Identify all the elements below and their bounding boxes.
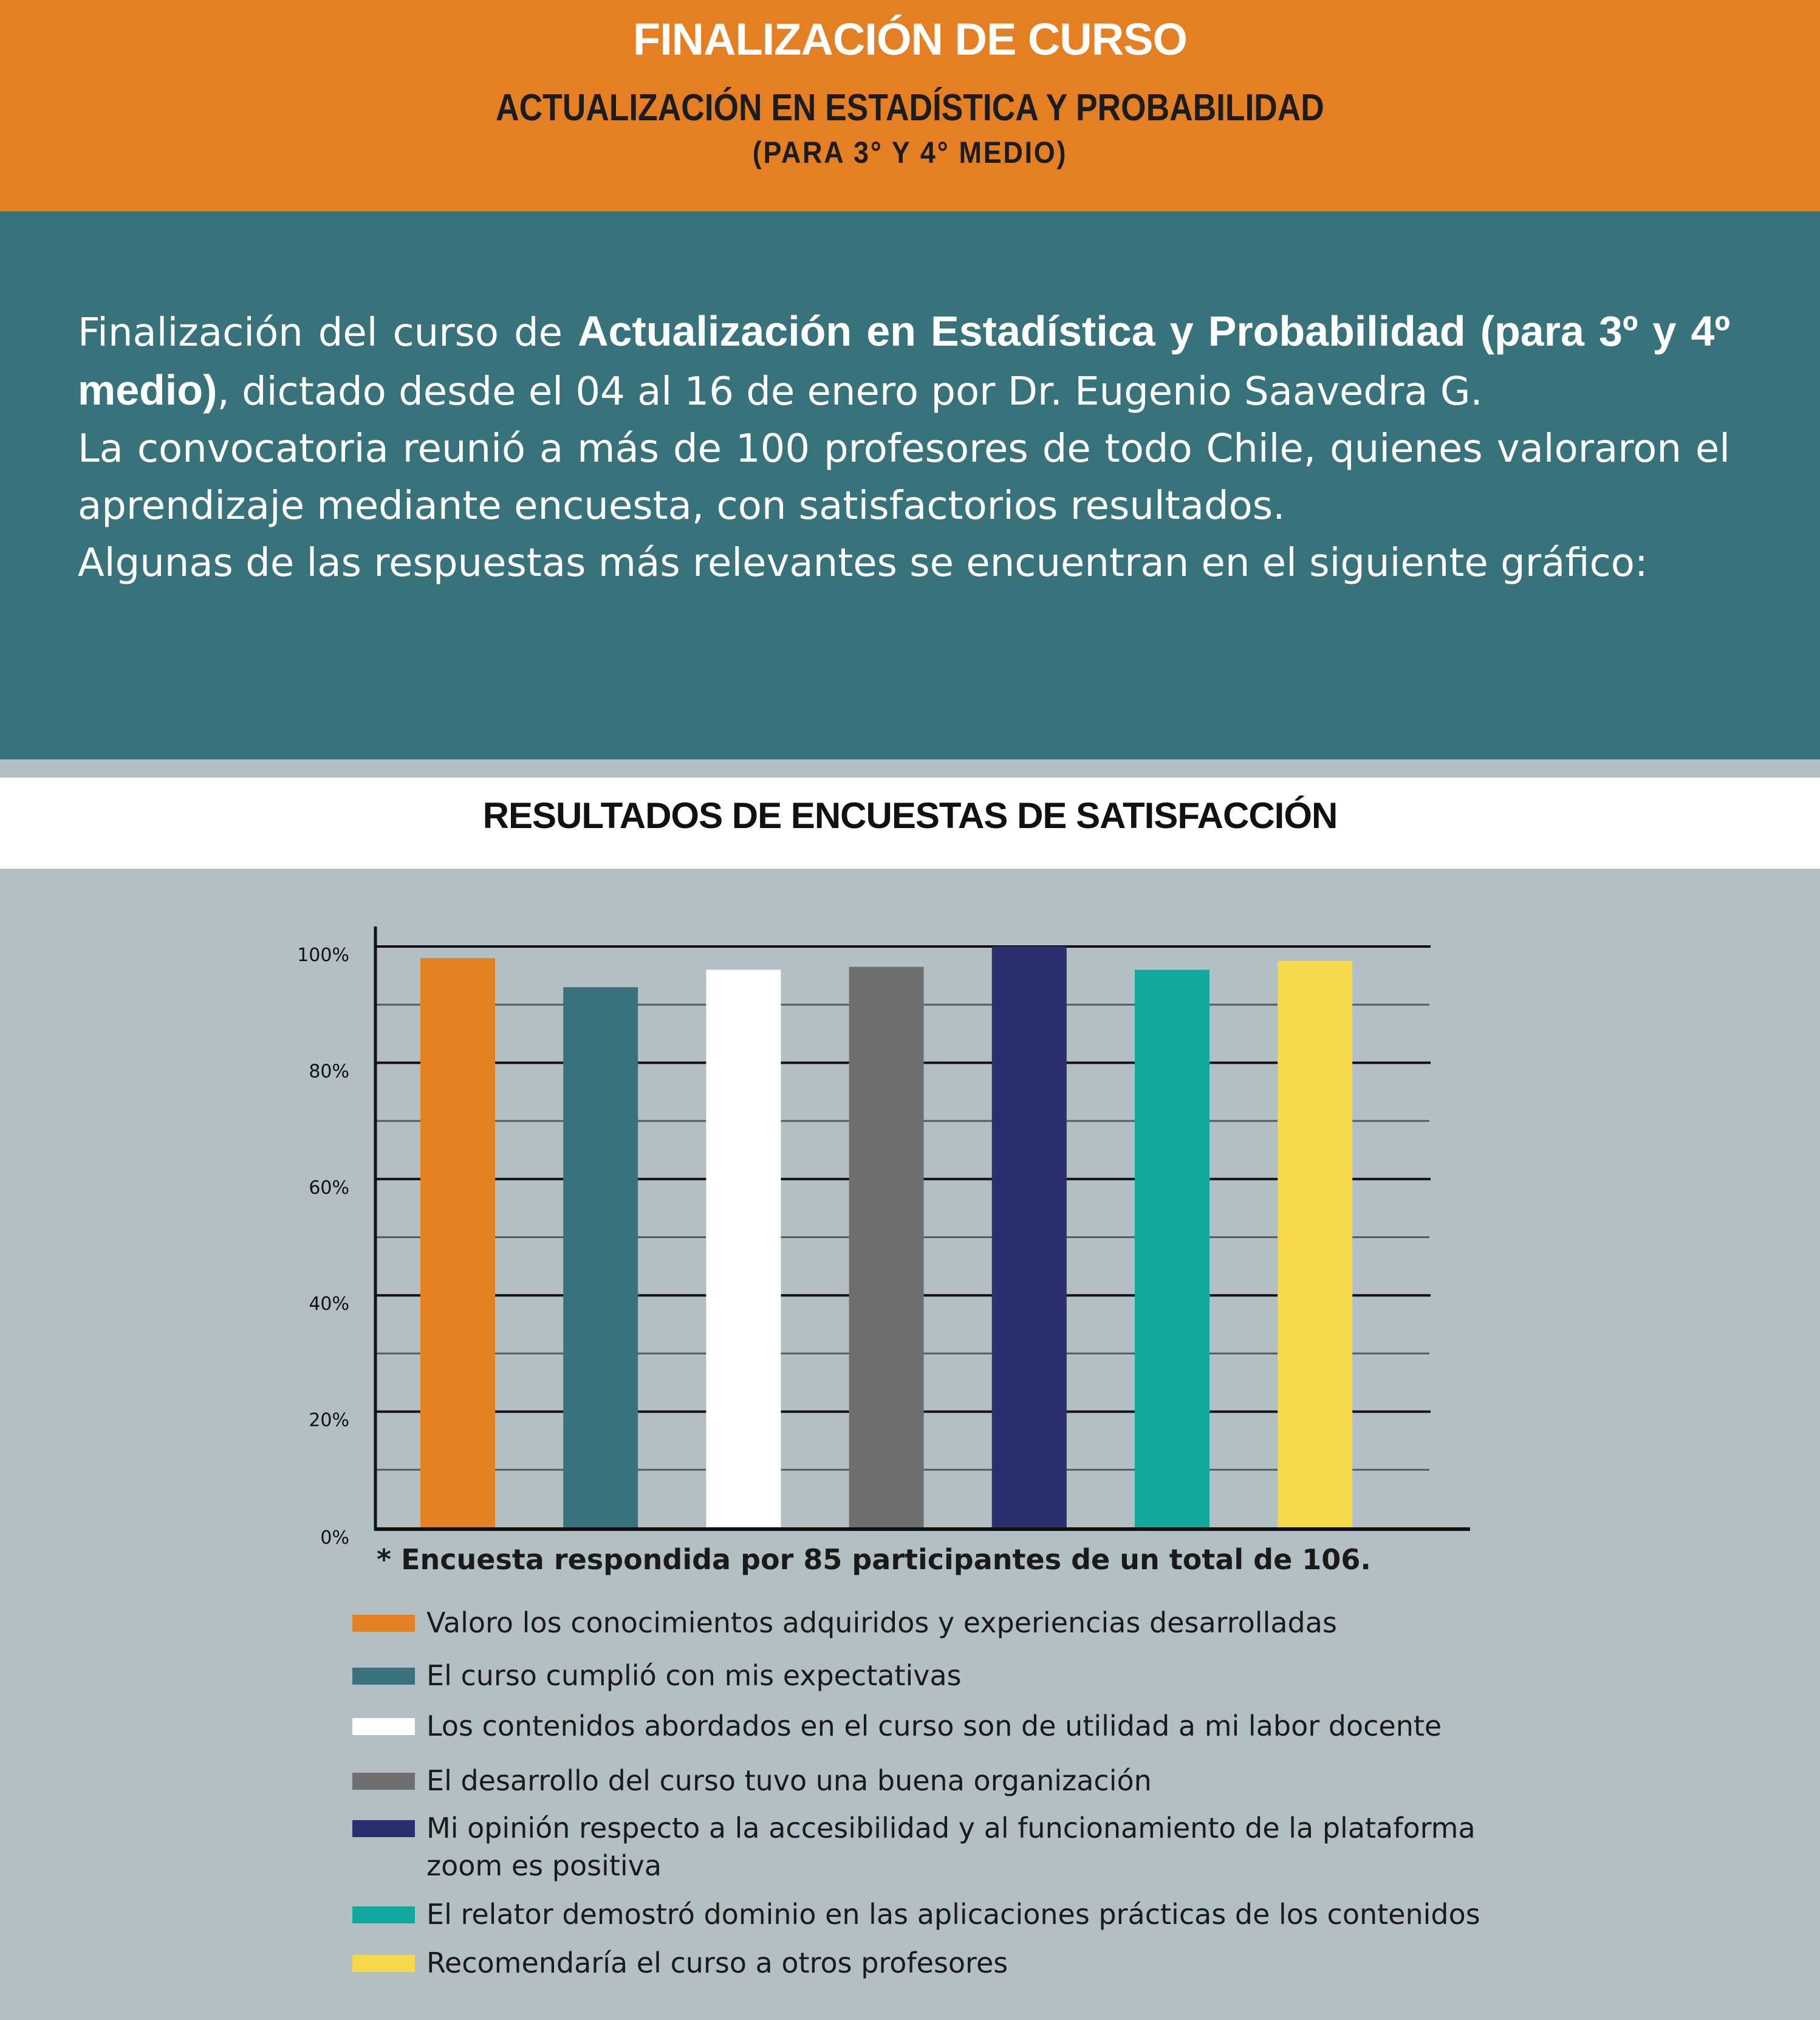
bar [420, 958, 495, 1528]
legend-label: Valoro los conocimientos adquiridos y experiencias desarrolladas [426, 1606, 1337, 1639]
legend-label: El relator demostró dominio en las aplicaciones prácticas de los contenidos [426, 1898, 1480, 1931]
legend-swatch [352, 1615, 415, 1632]
intro-panel [0, 211, 1820, 759]
legend-swatch [352, 1773, 415, 1790]
legend-label: Mi opinión respecto a la accesibilidad y al funcionamiento de la plataforma zoom es positiva [426, 1812, 1476, 1882]
header-banner [0, 0, 1820, 211]
course-name: Actualización en Estadística y Probabilidad (para 3º y 4º medio) [78, 307, 1731, 414]
y-tick-label: 100% [297, 945, 349, 966]
legend-swatch [352, 1955, 415, 1972]
legend-swatch [352, 1718, 415, 1735]
intro-text-a: Finalización del curso de [78, 310, 578, 355]
y-tick-label: 0% [320, 1527, 349, 1549]
chart-panel [0, 869, 1820, 2020]
intro-text-b: , dictado desde el 04 al 16 de enero por Dr. Eugenio Saavedra G. [217, 369, 1483, 414]
y-tick-label: 40% [309, 1293, 349, 1315]
survey-note: * Encuesta respondida por 85 participantes de un total de 106. [377, 1543, 1371, 1576]
y-tick-label: 60% [309, 1177, 349, 1199]
legend-label: El desarrollo del curso tuvo una buena organización [426, 1764, 1152, 1797]
bar [1278, 961, 1352, 1528]
legend-label: El curso cumplió con mis expectativas [426, 1659, 962, 1692]
intro-paragraph-3: Algunas de las respuestas más relevantes se encuentran en el siguiente gráfico: [78, 541, 1648, 586]
divider-strip [0, 759, 1820, 778]
legend-label: Recomendaría el curso a otros profesores [426, 1946, 1008, 1979]
bar [992, 947, 1067, 1528]
bar [1135, 970, 1209, 1528]
course-level: (PARA 3° Y 4° MEDIO) [752, 135, 1068, 169]
intro-paragraph-2: La convocatoria reunió a más de 100 profesores de todo Chile, quienes valoraron el aprendizaje mediante encuesta, con satisfactorios resultados. [78, 426, 1730, 529]
legend-swatch [352, 1820, 415, 1837]
bar [706, 970, 781, 1528]
legend-swatch [352, 1906, 415, 1923]
bar [849, 967, 924, 1528]
y-tick-label: 80% [309, 1061, 349, 1083]
intro-paragraph-1 [78, 303, 1730, 420]
page-title: FINALIZACIÓN DE CURSO [632, 14, 1188, 64]
intro-text [78, 303, 1730, 592]
bar [563, 987, 638, 1528]
y-tick-label: 20% [309, 1409, 349, 1431]
legend-swatch [352, 1668, 415, 1685]
legend-label: Los contenidos abordados en el curso son de utilidad a mi labor docente [426, 1710, 1442, 1742]
chart-title: RESULTADOS DE ENCUESTAS DE SATISFACCIÓN [482, 795, 1338, 836]
course-subtitle: ACTUALIZACIÓN EN ESTADÍSTICA Y PROBABILIDAD [496, 87, 1324, 129]
